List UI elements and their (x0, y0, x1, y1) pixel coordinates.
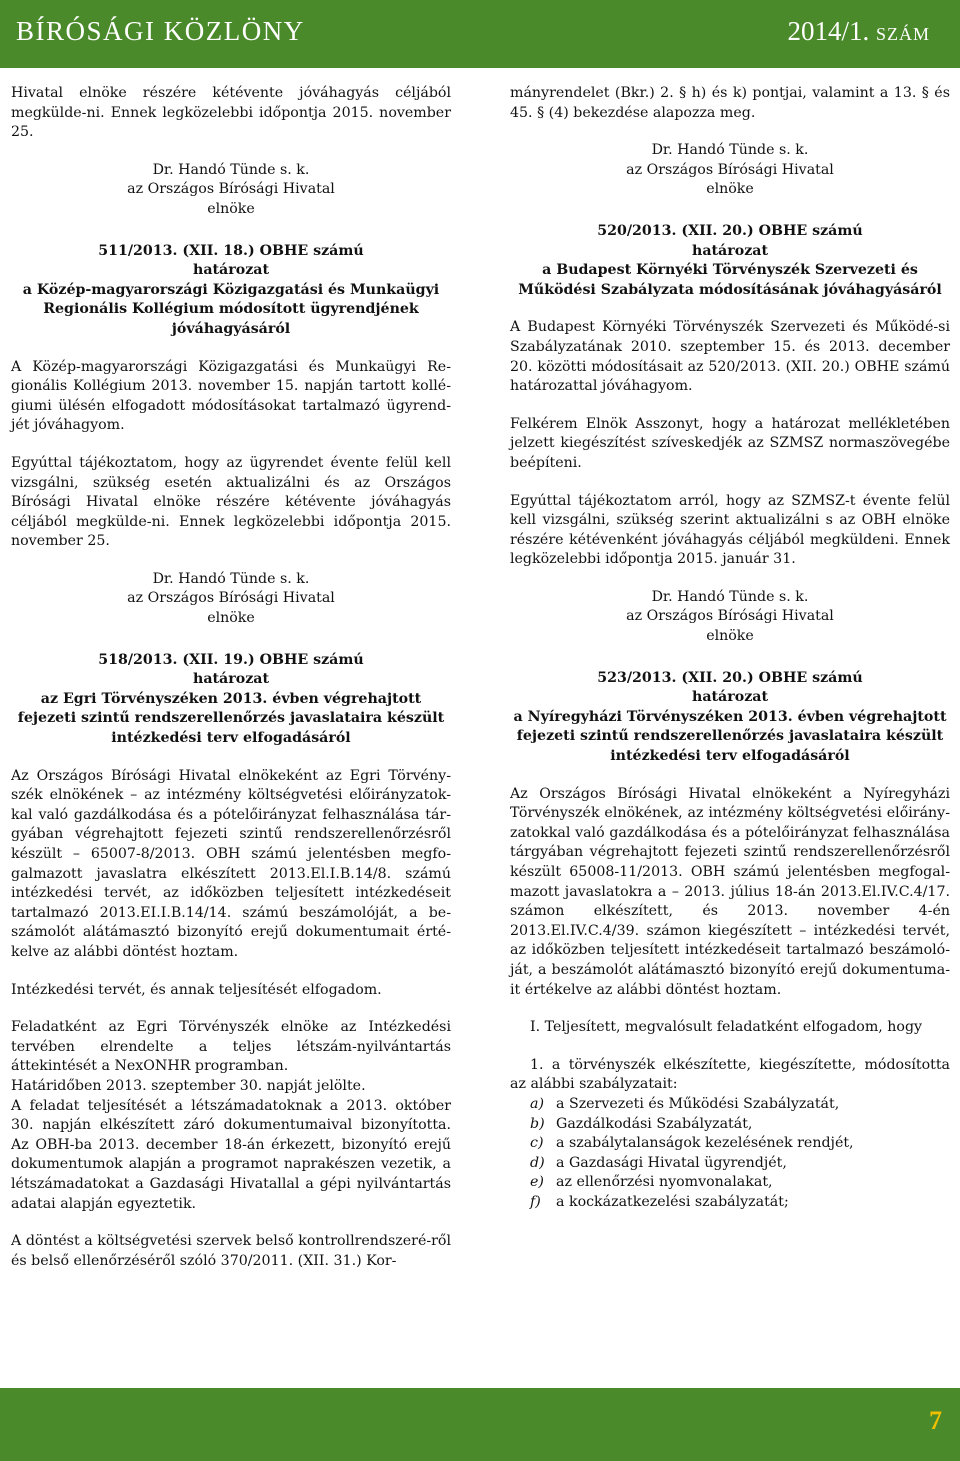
decision-heading (11, 242, 451, 340)
decision-number: 518/2013. (XII. 19.) OBHE számú (98, 651, 364, 668)
paragraph: Egyúttal tájékoztatom, hogy az ügyrendet évente felül kell vizsgálni, szükség esetén aktualizálni és az Országos Bírósági Hivatal elnöke részére kétévente jóváhagyás céljából megkülde-ni. Ennek legközelebbi időpontja 2015. november 25. (11, 454, 451, 550)
paragraph: A feladat teljesítését a létszámadatoknak a 2013. október 30. napján elkészített záró dokumentumaival bizonyította. Az OBH-ba 2013. december 18-án érkezett, bizonyító erejű dokumentumok alapján a programot naprakészen vezetik, a létszámadatokat a Gazdasági Hivatallal a gépi nyilvántartás adatai alapján egyeztetik. (11, 1097, 451, 1212)
paragraph: Az Országos Bírósági Hivatal elnökeként az Egri Törvény-szék elnökének – az intézmény költségvetési előirányzatok-kal való gazdálkodása és a pótelőirányzat felhasználása tár-gyában végrehajtott fejezeti szintű rendszerellenőrzésről készült – 65007-8/2013. OBH számú jelentésben megfo-galmazott javaslatra elkészített 2013.El.I.B.14/8. számú intézkedési tervét, az időközben teljesített intézkedéseit tartalmazó 2013.EI.I.B.14/14. számú beszámolóját, a be-számolót alátámasztó bizonyító erejű dokumentumait érté-kelve az alábbi döntést hoztam. (11, 767, 451, 960)
page-number: 7 (929, 1406, 942, 1435)
decision-number: 511/2013. (XII. 18.) OBHE számú (98, 242, 364, 259)
paragraph: Felkérem Elnök Asszonyt, hogy a határozat mellékletében jelzett kiegészítést szíveskedjék az SZMSZ normaszövegébe beépíteni. (510, 415, 950, 471)
decision-heading (510, 222, 950, 300)
signature-block (510, 588, 950, 647)
paragraph: mányrendelet (Bkr.) 2. § h) és k) pontjai, valamint a 13. § és 45. § (4) bekezdése alapozza meg. (510, 85, 950, 121)
left-column (11, 84, 451, 1289)
issue-label (787, 16, 930, 47)
journal-title: BÍRÓSÁGI KÖZLÖNY (16, 16, 305, 46)
paragraph: Határidőben 2013. szeptember 30. napját jelölte. (11, 1077, 366, 1094)
list-item-letter: a) (530, 1095, 544, 1112)
list-item (510, 1134, 950, 1154)
list-item-text: a Szervezeti és Működési Szabályzatát, (556, 1095, 840, 1112)
list-item (510, 1154, 950, 1174)
paragraph: A Budapest Környéki Törvényszék Szervezeti és Működé-si Szabályzatának 2010. szeptember 15. és 2013. december 20. közötti módosításait az 520/2013. (XII. 20.) OBHE számú határozattal jóváhagyom. (510, 319, 950, 395)
list-item-letter: f) (530, 1193, 541, 1210)
decision-subject: a Közép-magyarországi Közigazgatási és Munkaügyi Regionális Kollégium módosított ügyrendjének jóváhagyásáról (22, 281, 440, 337)
page-header (0, 0, 960, 68)
list-item-letter: d) (530, 1154, 545, 1171)
signatory-role: elnöke (207, 610, 255, 627)
signatory-name: Dr. Handó Tünde s. k. (152, 161, 310, 178)
list-item-letter: c) (530, 1135, 544, 1152)
signatory-office: az Országos Bírósági Hivatal (626, 608, 834, 625)
paragraph: Feladatként az Egri Törvényszék elnöke az Intézkedési tervében elrendelte a teljes létszám-nyilvántartás áttekintését a NexONHR programban. (11, 1019, 451, 1075)
signatory-name: Dr. Handó Tünde s. k. (651, 142, 809, 159)
decision-type: határozat (692, 242, 768, 259)
issue-number: 2014/1. (787, 16, 870, 46)
signatory-office: az Országos Bírósági Hivatal (127, 181, 335, 198)
paragraph: Hivatal elnöke részére kétévente jóváhagyás céljából megkülde-ni. Ennek legközelebbi időpontja 2015. november 25. (11, 85, 451, 141)
list-item-text: az ellenőrzési nyomvonalakat, (556, 1174, 773, 1191)
list-item-text: a Gazdasági Hivatal ügyrendjét, (556, 1154, 787, 1171)
decision-number: 523/2013. (XII. 20.) OBHE számú (597, 669, 863, 686)
signatory-office: az Országos Bírósági Hivatal (127, 590, 335, 607)
decision-heading (510, 669, 950, 767)
paragraph: A Közép-magyarországi Közigazgatási és Munkaügyi Re-gionális Kollégium 2013. november 15. napján tartott kollé-giumi ülésén elfogadott módosításokat tartalmazó ügyrend-jét jóváhagyom. (11, 358, 451, 434)
list-item-text: Gazdálkodási Szabályzatát, (556, 1115, 753, 1132)
decision-subject: az Egri Törvényszéken 2013. évben végrehajtott fejezeti szintű rendszerellenőrzés javaslataira készült intézkedési terv elfogadásáról (17, 690, 445, 747)
signatory-role: elnöke (706, 181, 754, 198)
signature-block (11, 570, 451, 629)
right-column (510, 84, 950, 1213)
paragraph: 1. a törvényszék elkészítette, kiegészítette, módosította az alábbi szabályzatait: (510, 1056, 950, 1093)
decision-subject: a Budapest Környéki Törvényszék Szervezeti és Működési Szabályzata módosításának jóváhagyásáról (518, 262, 942, 298)
paragraph: Az Országos Bírósági Hivatal elnökeként a Nyíregyházi Törvényszék elnökének, az intézmény költségvetési előirány-zatokkal való gazdálkodása és a pótelőirányzat felhasználása tárgyában végrehajtott fejezeti szintű rendszerellenőrzésről készült 65008-11/2013. OBH számú jelentésben megfogal-mazott javaslatokra a – 2013. július 18-án 2013.El.IV.C.4/17. számon elkészített, és 2013. november 4-én 2013.El.IV.C.4/39. számon kiegészített – intézkedési tervét, az időközben teljesített intézkedéseit tartalmazó beszámoló-ját, a beszámolót alátámasztó bizonyító erejű dokumentuma-it értékelve az alábbi döntést hoztam. (510, 785, 950, 998)
list-item (510, 1095, 950, 1115)
paragraph: A döntést a költségvetési szervek belső kontrollrendszeré-ről és belső ellenőrzéséről szóló 370/2011. (XII. 31.) Kor- (11, 1233, 451, 1269)
list-item-letter: b) (530, 1115, 545, 1132)
list-item (510, 1193, 950, 1213)
signatory-role: elnöke (207, 200, 255, 217)
list-item-text: a szabálytalanságok kezelésének rendjét, (556, 1135, 854, 1152)
signatory-name: Dr. Handó Tünde s. k. (152, 570, 310, 587)
decision-heading (11, 651, 451, 749)
paragraph: Egyúttal tájékoztatom arról, hogy az SZMSZ-t évente felül kell vizsgálni, szükség szerint aktualizálni s az OBH elnöke részére kétévenként jóváhagyás céljából megküldeni. Ennek legközelebbi időpontja 2015. január 31. (510, 492, 950, 568)
list-item-letter: e) (530, 1174, 544, 1191)
signatory-name: Dr. Handó Tünde s. k. (651, 588, 809, 605)
page-footer (0, 1388, 960, 1461)
list-item (510, 1173, 950, 1193)
signatory-office: az Országos Bírósági Hivatal (626, 161, 834, 178)
decision-type: határozat (692, 689, 768, 706)
signature-block (510, 141, 950, 200)
decision-type: határozat (193, 262, 269, 279)
paragraph: Intézkedési tervét, és annak teljesítését elfogadom. (11, 981, 382, 998)
regulation-list (510, 1095, 950, 1213)
signature-block (11, 161, 451, 220)
list-item-text: a kockázatkezelési szabályzatát; (556, 1193, 789, 1210)
signatory-role: elnöke (706, 628, 754, 645)
decision-type: határozat (193, 671, 269, 688)
list-item (510, 1115, 950, 1135)
issue-suffix: SZÁM (875, 24, 930, 44)
decision-subject: a Nyíregyházi Törvényszéken 2013. évben végrehajtott fejezeti szintű rendszerellenőrzés javaslataira készült intézkedési terv elfogadásáról (513, 708, 947, 765)
decision-number: 520/2013. (XII. 20.) OBHE számú (597, 222, 863, 239)
paragraph: I. Teljesített, megvalósult feladatként elfogadom, hogy (530, 1019, 923, 1036)
